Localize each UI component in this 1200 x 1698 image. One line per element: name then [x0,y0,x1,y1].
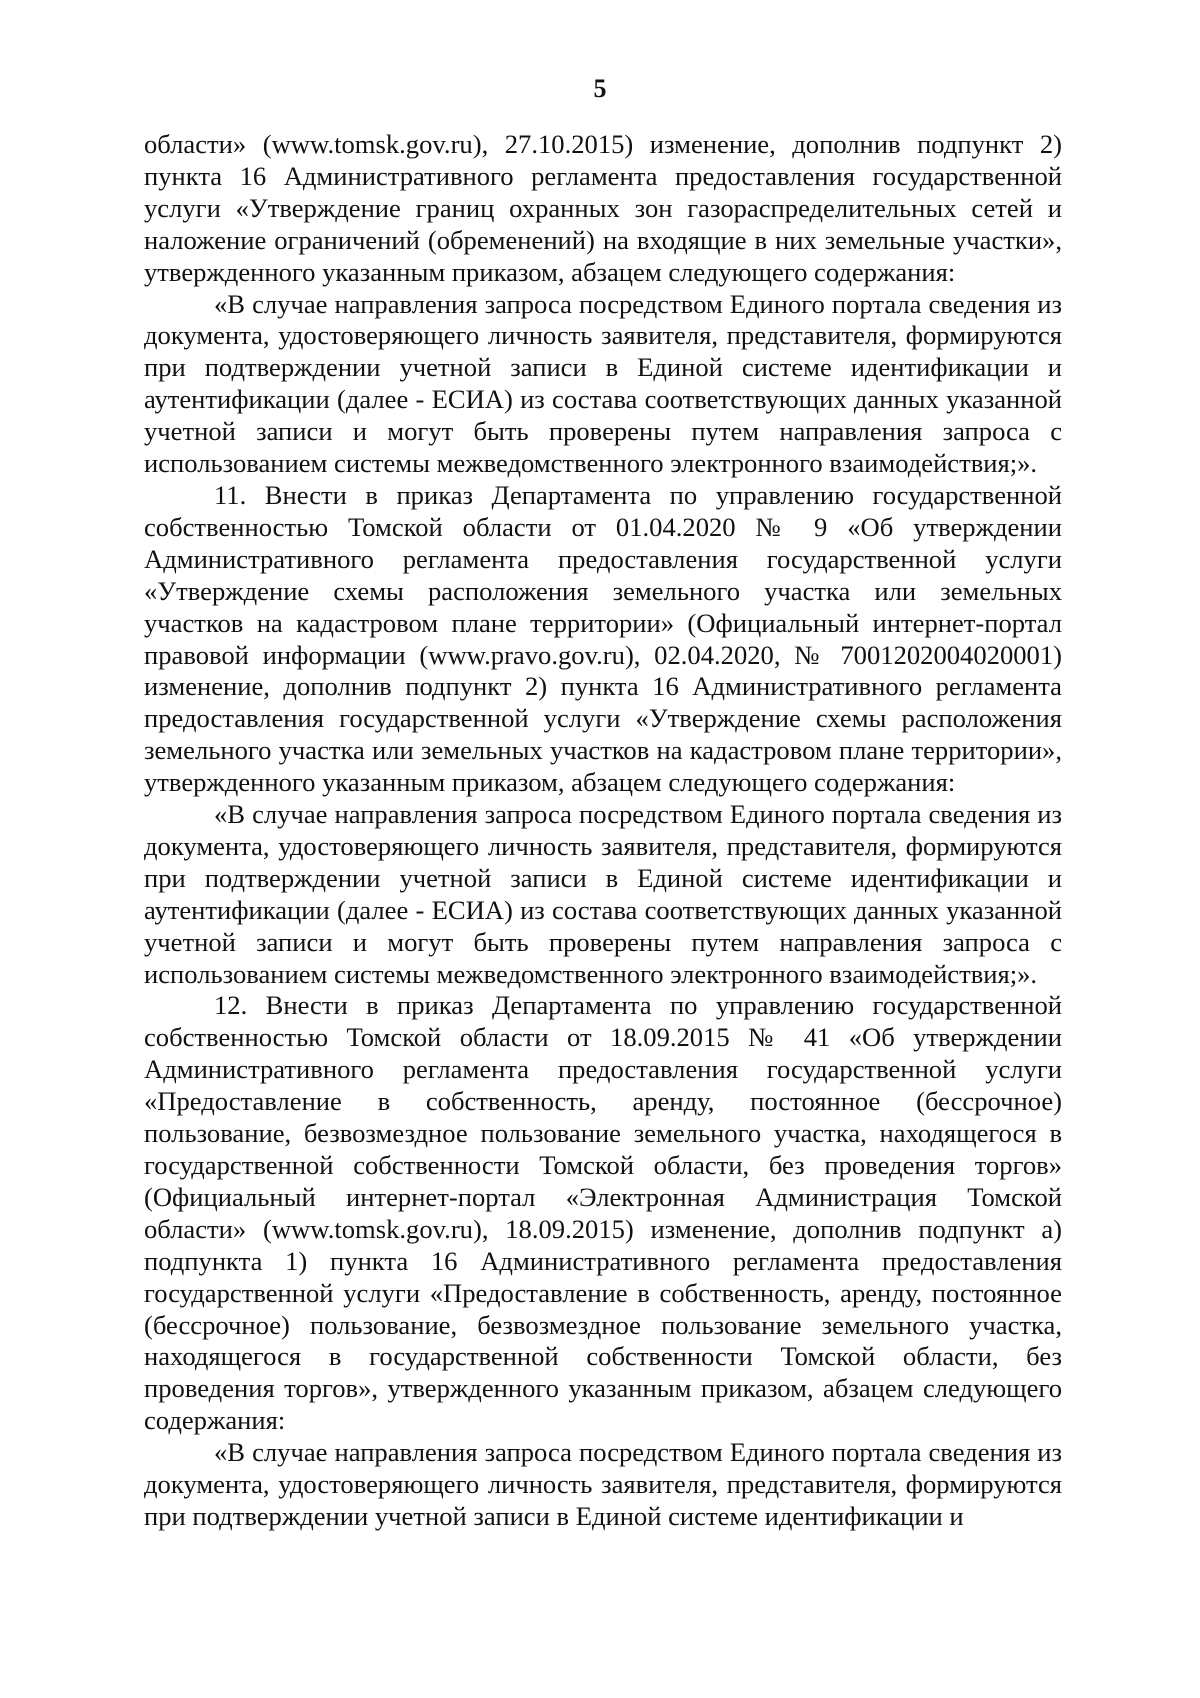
page-number: 5 [593,74,607,103]
paragraph-quote-esia-1: «В случае направления запроса посредством Единого портала сведения из документа, удостоверяющего личность заявителя, представителя, формируются при подтверждении учетной записи в Единой системе идентификации и аутентификации (далее - ЕСИА) из состава соответствующих данных указанной учетной записи и могут быть проверены путем направления запроса с использованием системы межведомственного электронного взаимодействия;». [144,288,1062,479]
paragraph-item-12: 12. Внести в приказ Департамента по управлению государственной собственностью Томской области от 18.09.2015 № 41 «Об утверждении Административного регламента предоставления государственной услуги «Предоставление в собственность, аренду, постоянное (бессрочное) пользование, безвозмездное пользование земельного участка, находящегося в государственной собственности Томской области, без проведения торгов» (Официальный интернет-портал «Электронная Администрация Томской области» (www.tomsk.gov.ru), 18.09.2015) изменение, дополнив подпункт а) подпункта 1) пункта 16 Административного регламента предоставления государственной услуги «Предоставление в собственность, аренду, постоянное (бессрочное) пользование, безвозмездное пользование земельного участка, находящегося в государственной собственности Томской области, без проведения торгов», утвержденного указанным приказом, абзацем следующего содержания: [144,990,1062,1436]
paragraph-continuation: области» (www.tomsk.gov.ru), 27.10.2015) изменение, дополнив подпункт 2) пункта 16 Административного регламента предоставления государственной услуги «Утверждение границ охранных зон газораспределительных сетей и наложение ограничений (обременений) на входящие в них земельные участки», утвержденного указанным приказом, абзацем следующего содержания: [144,129,1062,287]
paragraph-quote-esia-2: «В случае направления запроса посредством Единого портала сведения из документа, удостоверяющего личность заявителя, представителя, формируются при подтверждении учетной записи в Единой системе идентификации и аутентификации (далее - ЕСИА) из состава соответствующих данных указанной учетной записи и могут быть проверены путем направления запроса с использованием системы межведомственного электронного взаимодействия;». [144,799,1062,989]
paragraph-quote-esia-3: «В случае направления запроса посредством Единого портала сведения из документа, удостоверяющего личность заявителя, представителя, формируются при подтверждении учетной записи в Единой системе идентификации и [144,1437,1062,1531]
paragraph-item-11: 11. Внести в приказ Департамента по управлению государственной собственностью Томской области от 01.04.2020 № 9 «Об утверждении Административного регламента предоставления государственной услуги «Утверждение схемы расположения земельного участка или земельных участков на кадастровом плане территории» (Официальный интернет-портал правовой информации (www.pravo.gov.ru), 02.04.2020, № 7001202004020001) изменение, дополнив подпункт 2) пункта 16 Административного регламента предоставления государственной услуги «Утверждение схемы расположения земельного участка или земельных участков на кадастровом плане территории», утвержденного указанным приказом, абзацем следующего содержания: [144,479,1062,798]
document-body [144,129,1062,1533]
